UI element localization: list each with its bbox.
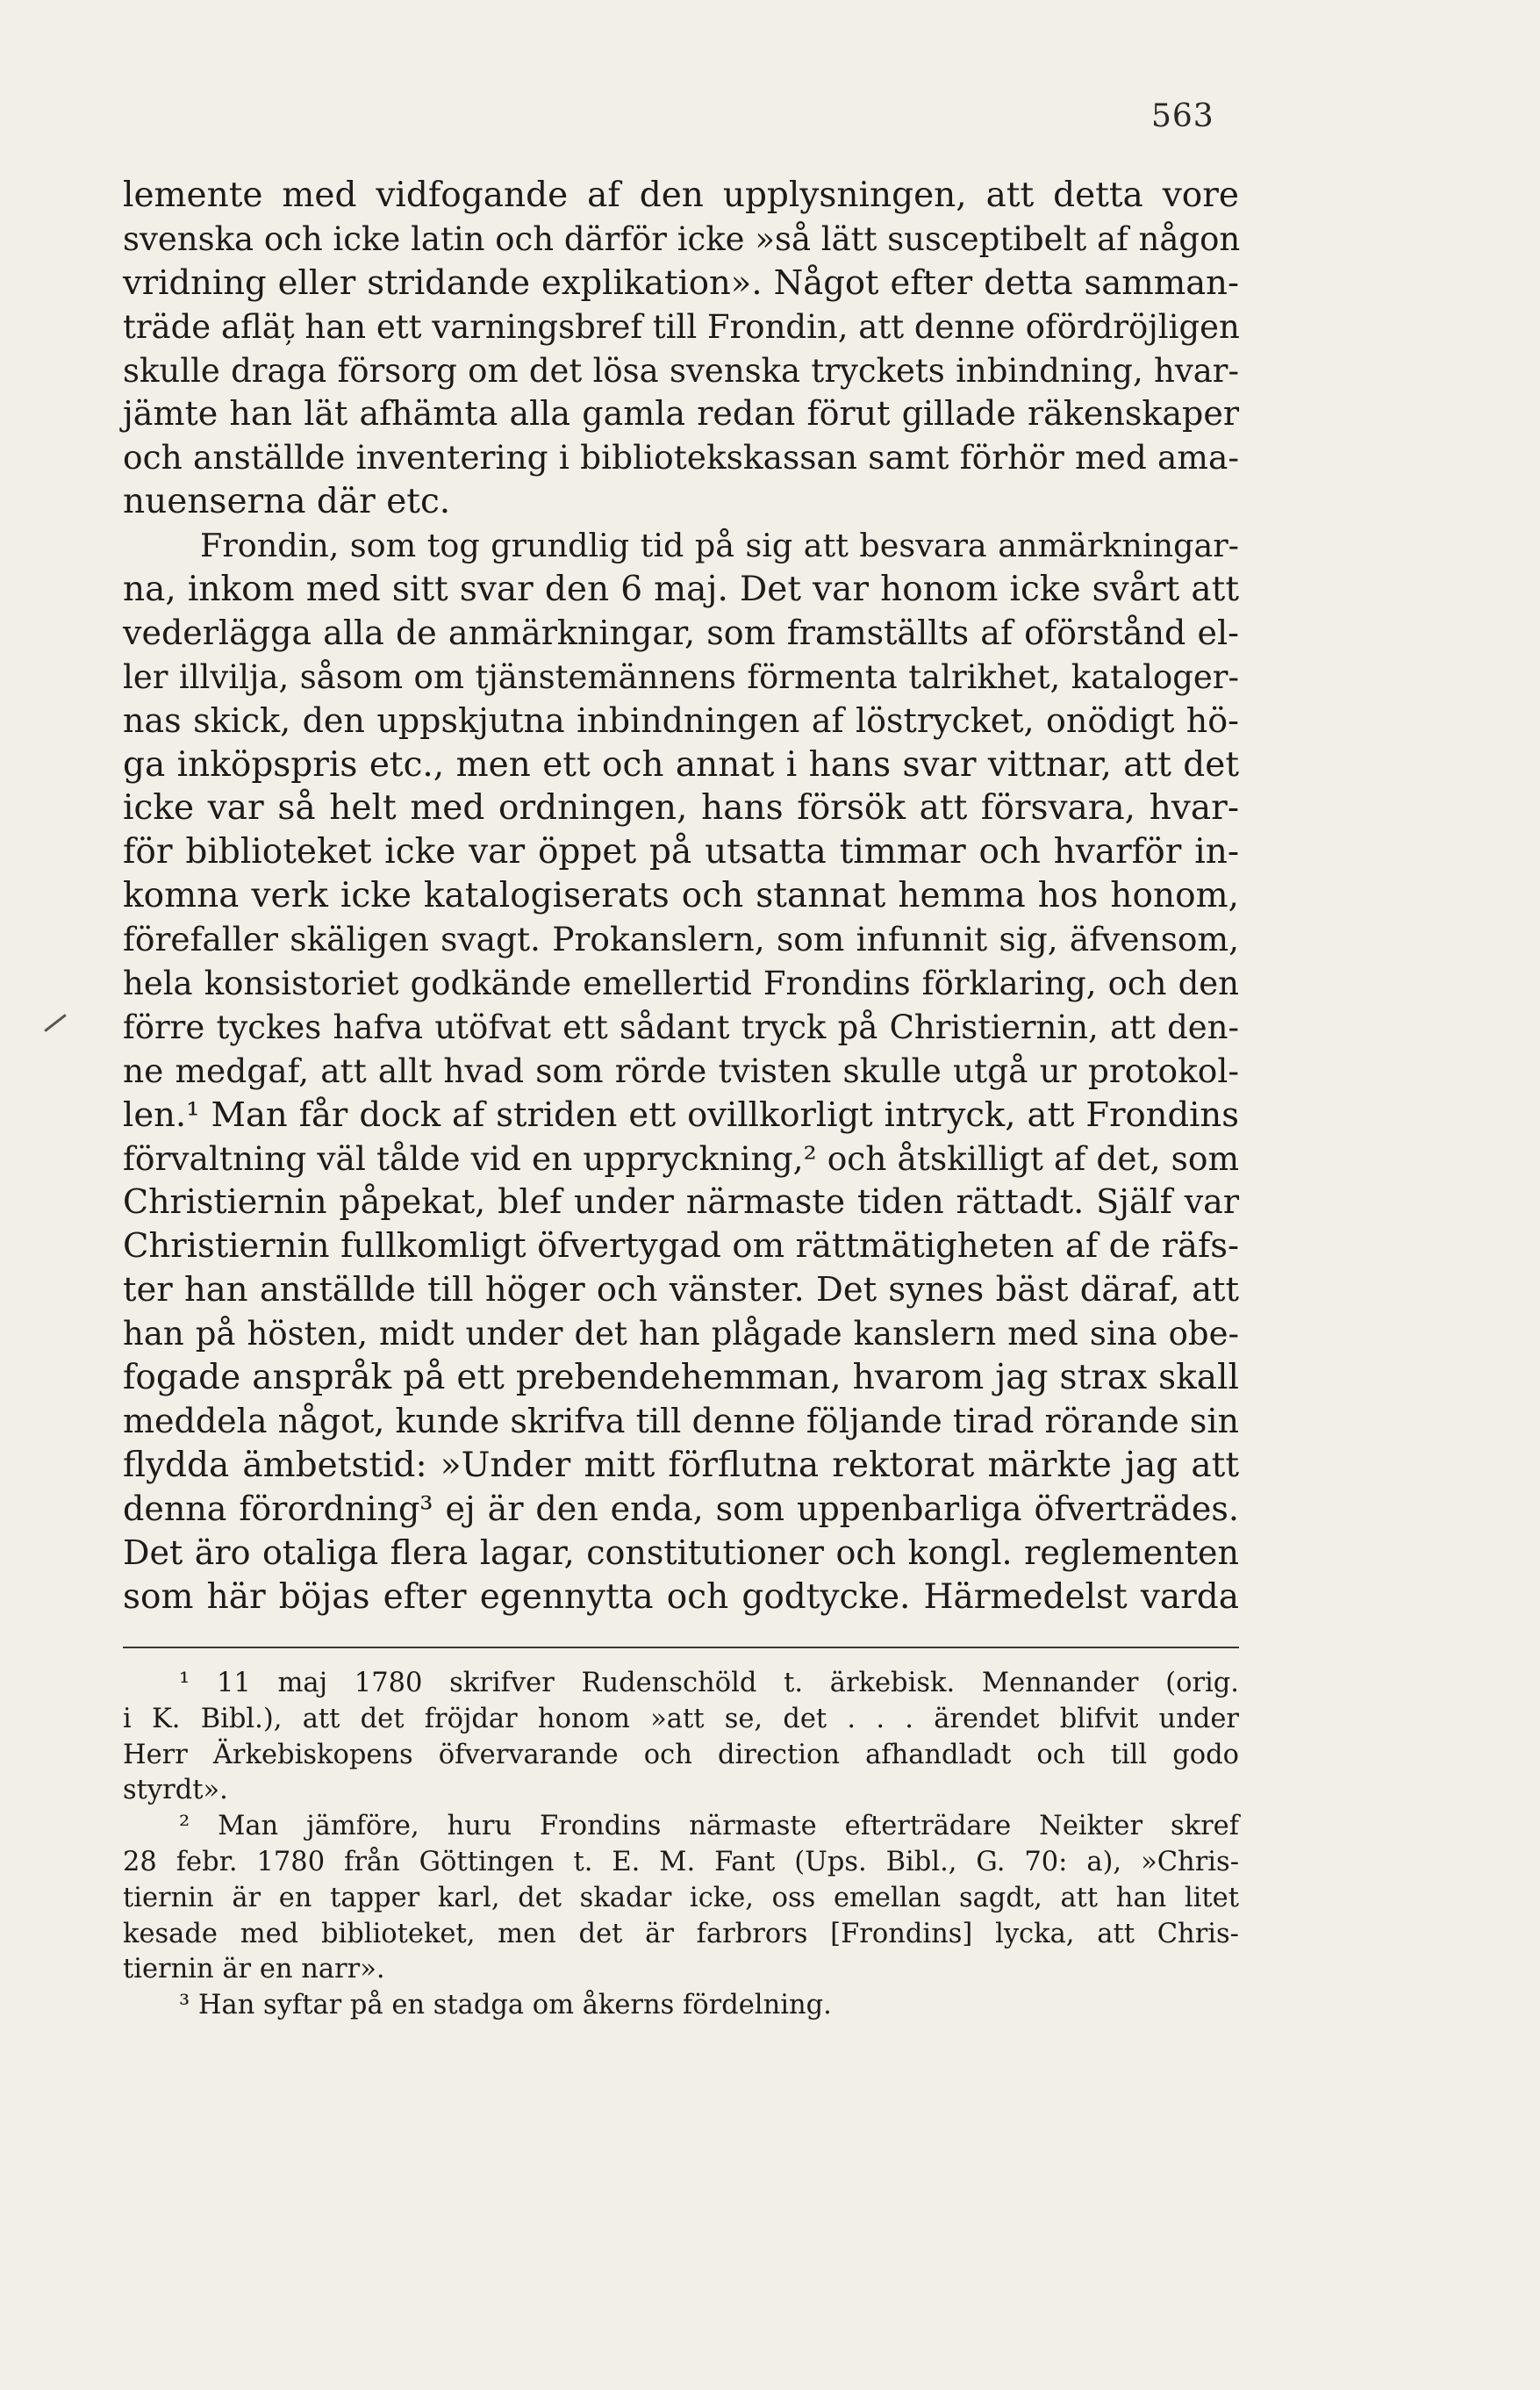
footnote-2: ² Man jämföre, huru Frondins närmaste efterträdare Neikter skref — [179, 1811, 1239, 1842]
footnote-divider — [123, 1647, 1239, 1648]
text-line: skulle draga försorg om det lösa svenska tryckets inbindning, hvar- — [123, 351, 1239, 390]
footnote-line: 28 febr. 1780 från Göttingen t. E. M. Fant (Ups. Bibl., G. 70: a), »Chris- — [123, 1846, 1239, 1877]
text-line: icke var så helt med ordningen, hans försök att försvara, hvar- — [123, 788, 1239, 829]
text-line: förre tyckes hafva utöfvat ett sådant tryck på Christiernin, att den- — [123, 1008, 1239, 1046]
footnote-line: tiernin är en tapper karl, det skadar icke, oss emellan sagdt, att han litet — [123, 1882, 1239, 1913]
text-line: Christiernin påpekat, blef under närmaste tiden rättadt. Själf var — [123, 1182, 1239, 1222]
footnote-3: ³ Han syftar på en stadga om åkerns fördelning. — [179, 1990, 832, 2021]
footnote-line: styrdt». — [123, 1775, 228, 1806]
text-line: lemente med vidfogande af den upplysningen, att detta vore — [123, 176, 1239, 215]
footnotes — [123, 1666, 1239, 2024]
text-line: vridning eller stridande explikation». Något efter detta samman- — [123, 262, 1239, 303]
footnote-line: i K. Bibl.), att det fröjdar honom »att se, det . . . ärendet blifvit under — [123, 1703, 1239, 1734]
text-line: svenska och icke latin och därför icke »så lätt susceptibelt af någon — [123, 219, 1241, 258]
footnote-line: tiernin är en narr». — [123, 1954, 385, 1985]
text-line: ne medgaf, att allt hvad som rörde tvisten skulle utgå ur protokol- — [123, 1051, 1239, 1090]
text-line: ler illvilja, såsom om tjänstemännens förmenta talrikhet, kataloger- — [123, 657, 1239, 696]
text-line: flydda ämbetstid: »Under mitt förflutna rektorat märkte jag att — [123, 1445, 1239, 1485]
text-line: han på hösten, midt under det han plågade kanslern med sina obe- — [123, 1315, 1239, 1353]
text-line: meddela något, kunde skrifva till denne följande tirad rörande sin — [123, 1401, 1239, 1440]
text-line: förefaller skäligen svagt. Prokanslern, som infunnit sig, äfvensom, — [123, 920, 1239, 959]
text-line: nuenserna där etc. — [123, 482, 451, 522]
text-line: na, inkom med sitt svar den 6 maj. Det var honom icke svårt att — [123, 570, 1239, 610]
text-line: ter han anställde till höger och vänster. Det synes bäst däraf, att — [123, 1270, 1239, 1310]
main-text — [123, 174, 1239, 1618]
text-line: komna verk icke katalogiserats och stannat hemma hos honom, — [123, 876, 1239, 916]
text-line: för biblioteket icke var öppet på utsatta timmar och hvarför in- — [123, 832, 1239, 872]
text-line: len.¹ Man får dock af striden ett ovillkorligt intryck, att Frondins — [123, 1095, 1239, 1135]
page-number: 563 — [1151, 98, 1214, 134]
text-line: jämte han lät afhämta alla gamla redan förut gillade räkenskaper — [123, 394, 1239, 434]
text-line: som här böjas efter egennytta och godtycke. Härmedelst varda — [123, 1576, 1239, 1617]
text-line: vederlägga alla de anmärkningar, som framställts af oförstånd el- — [123, 613, 1239, 652]
footnote-line: kesade med biblioteket, men det är farbrors [Frondins] lycka, att Chris- — [123, 1918, 1239, 1949]
text-line: ga inköpspris etc., men ett och annat i hans svar vittnar, att det — [123, 744, 1239, 785]
text-line: denna förordning³ ej är den enda, som uppenbarliga öfverträdes. — [123, 1489, 1239, 1528]
footnote-line: Herr Ärkebiskopens öfvervarande och direction afhandladt och till godo — [123, 1739, 1239, 1770]
text-line: Det äro otaliga flera lagar, constitutioner och kongl. reglementen — [123, 1532, 1239, 1572]
text-line: nas skick, den uppskjutna inbindningen af löstrycket, onödigt hö- — [123, 700, 1239, 740]
text-line: hela konsistoriet godkände emellertid Frondins förklaring, och den — [123, 965, 1239, 1003]
margin-pencil-mark — [44, 1014, 66, 1032]
text-line: träde afläț han ett varningsbref till Frondin, att denne ofördröjligen — [123, 307, 1240, 346]
paragraph-start: Frondin, som tog grundlig tid på sig att besvara anmärkningar- — [200, 527, 1239, 565]
footnote-1: ¹ 11 maj 1780 skrifver Rudenschöld t. ärkebisk. Mennander (orig. — [179, 1668, 1239, 1698]
text-line: och anställde inventering i bibliotekskassan samt förhör med ama- — [123, 438, 1239, 477]
text-line: förvaltning väl tålde vid en uppryckning,² och åtskilligt af det, som — [123, 1138, 1239, 1178]
text-line: fogade anspråk på ett prebendehemman, hvarom jag strax skall — [123, 1358, 1239, 1398]
text-line: Christiernin fullkomligt öfvertygad om rättmätigheten af de räfs- — [123, 1226, 1239, 1267]
